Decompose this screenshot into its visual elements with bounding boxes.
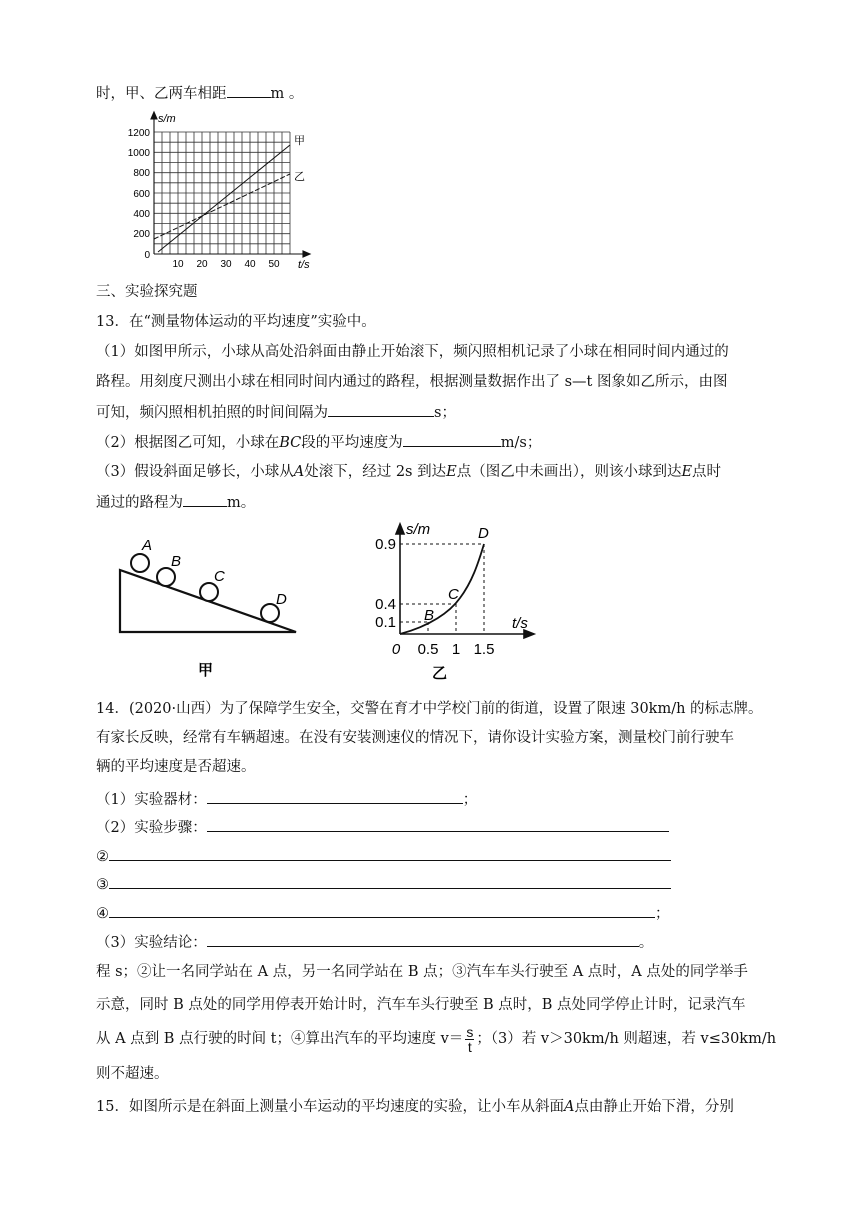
ball-c [200, 583, 218, 601]
ball-b [157, 568, 175, 586]
q14-step4-marker: ④ [96, 906, 109, 922]
y-tick: 800 [133, 168, 150, 179]
q14-answer-line3 [96, 1022, 776, 1056]
ball-label-b: B [171, 553, 182, 570]
q14-conclusion-label: （3）实验结论： [96, 935, 207, 951]
yi-xlabel: t/s [512, 615, 528, 632]
x-tick: 40 [244, 259, 256, 270]
q13-p3-line2 [96, 492, 255, 513]
q13-p3-text-b: 处滚下，经过 2s 到达 [304, 464, 447, 480]
q14-line3: 辆的平均速度是否超速。 [96, 759, 256, 775]
chart-grid [154, 132, 290, 254]
chart-ylabel: s/m [158, 113, 176, 125]
ball-label-a: A [142, 537, 153, 554]
q14-steps-label: （2）实验步骤： [96, 820, 207, 836]
yi-ytick: 0.9 [375, 536, 396, 553]
q14-materials-line [96, 789, 477, 810]
q14-step4-end: ； [655, 906, 670, 922]
y-tick: 1000 [127, 148, 150, 159]
answer-line [109, 903, 655, 918]
q13-p3-line1 [96, 462, 721, 482]
series-label-jia: 甲 [294, 135, 305, 147]
figure-label-yi: 乙 [432, 665, 448, 682]
y-tick: 200 [133, 229, 150, 240]
q14-answer-line4: 则不超速。 [96, 1066, 169, 1082]
q13-p3-point-e: E [446, 464, 457, 480]
q12-tail-line [96, 83, 303, 104]
q13-p3-point-e2: E [681, 464, 693, 480]
fraction-numerator: s [466, 1023, 474, 1040]
q13-p1-line3 [96, 402, 456, 423]
q13-p2-text-a: （2）根据图乙可知，小球在 [96, 435, 280, 451]
q13-p3-unit: m。 [227, 495, 256, 511]
q14-step2-line [96, 846, 671, 867]
ball-a [131, 554, 149, 572]
q15-point-a: A [563, 1099, 575, 1115]
q14-materials-end: ； [462, 792, 478, 808]
chart-axes [151, 112, 310, 257]
answer-line [109, 874, 671, 889]
yi-ylabel: s/m [406, 522, 431, 538]
q12-unit: m 。 [270, 86, 304, 102]
x-tick: 10 [172, 259, 184, 270]
answer-blank [183, 492, 227, 507]
q14-step2-marker: ② [96, 849, 109, 865]
yi-xtick: 0 [391, 641, 401, 658]
chart-xlabel: t/s [298, 259, 310, 271]
q13-p1-line2: 路程。用刻度尺测出小球在相同时间内通过的路程，根据测量数据作出了 s—t 图象如乙所示，由图 [96, 374, 728, 390]
q12-tail-text: 时，甲、乙两车相距 [96, 86, 227, 102]
section-title: 三、实验探究题 [96, 284, 198, 300]
q14-line1: 14．(2020·山西）为了保障学生安全，交警在育才中学校门前的街道，设置了限速 30km/h 的标志牌。 [96, 701, 763, 717]
ball-label-d: D [276, 591, 287, 608]
q14-conclusion-end: 。 [638, 935, 654, 951]
yi-point-b: B [424, 607, 435, 624]
yi-curve [400, 544, 484, 634]
yi-xtick: 0.5 [417, 641, 439, 658]
answer-blank [328, 402, 434, 417]
q13-p1-text: 可知，频闪照相机拍照的时间间隔为 [96, 405, 328, 421]
q14-conclusion-line [96, 932, 653, 953]
q14-answer-text-b: ；（3）若 v＞30km/h 则超速，若 v≤30km/h [476, 1031, 777, 1047]
q14-answer-line1: 程 s；②让一名同学站在 A 点，另一名同学站在 B 点；③汽车车头行驶至 A 点时，A 点处的同学举手 [96, 964, 748, 980]
q13-p3-text-c: 点（图乙中未画出），则该小球到达 [456, 464, 682, 480]
yi-xtick: 1 [451, 641, 461, 658]
y-tick: 600 [133, 189, 150, 200]
q13-p1-unit: s； [434, 405, 456, 421]
q13-p3-point-a: A [293, 464, 305, 480]
answer-line [109, 846, 671, 861]
q14-step3-line [96, 874, 671, 895]
ball-label-c: C [214, 568, 225, 585]
yi-ytick: 0.4 [375, 596, 396, 613]
st-chart [118, 110, 318, 272]
x-tick: 20 [196, 259, 208, 270]
yi-ytick: 0.1 [375, 614, 396, 631]
figure-label-jia: 甲 [198, 662, 214, 679]
q15-text-b: 点由静止开始下滑，分别 [574, 1099, 734, 1115]
q13-p2-text-b: 段的平均速度为 [301, 435, 403, 451]
y-tick: 1200 [127, 128, 150, 139]
series-yi-line [154, 174, 290, 239]
q14-step4-line [96, 903, 670, 924]
q15-text-a: 15．如图所示是在斜面上测量小车运动的平均速度的实验，让小车从斜面 [96, 1099, 564, 1115]
y-tick: 0 [144, 250, 150, 261]
q15-line1 [96, 1097, 734, 1117]
yi-point-d: D [478, 525, 489, 542]
figure-jia-incline [110, 530, 310, 690]
q14-answer-text-a: 从 A 点到 B 点行驶的时间 t；④算出汽车的平均速度 v＝ [96, 1031, 464, 1047]
q13-p1-line1: （1）如图甲所示，小球从高处沿斜面由静止开始滚下，频闪照相机记录了小球在相同时间内通过的 [96, 344, 729, 360]
yi-xtick: 1.5 [473, 641, 495, 658]
x-tick: 30 [220, 259, 232, 270]
q13-p2-line [96, 432, 541, 453]
answer-line [207, 817, 669, 832]
q14-step3-marker: ③ [96, 877, 109, 893]
figure-yi-st-curve [360, 522, 550, 690]
q14-line2: 有家长反映，经常有车辆超速。在没有安装测速仪的情况下，请你设计实验方案，测量校门前行驶车 [96, 730, 734, 746]
q13-p3-text-d: 点时 [692, 464, 722, 480]
yi-guides [400, 544, 484, 634]
q13-title: 13．在“测量物体运动的平均速度”实验中。 [96, 314, 376, 330]
q13-p2-unit: m/s； [500, 435, 542, 451]
series-label-yi: 乙 [294, 171, 305, 183]
q14-steps-line [96, 817, 669, 838]
yi-point-c: C [448, 586, 459, 603]
answer-line [207, 789, 463, 804]
answer-line [207, 932, 639, 947]
q13-p2-bc: BC [279, 435, 302, 451]
answer-blank [403, 432, 501, 447]
answer-blank [227, 83, 271, 98]
fraction-denominator: t [467, 1038, 472, 1055]
velocity-fraction [465, 1025, 474, 1054]
q14-answer-line2: 示意，同时 B 点处的同学用停表开始计时，汽车车头行驶至 B 点时，B 点处同学停止计时，记录汽车 [96, 997, 746, 1013]
q13-p3-text-e: 通过的路程为 [96, 495, 183, 511]
q13-p3-text-a: （3）假设斜面足够长，小球从 [96, 464, 294, 480]
q14-materials-label: （1）实验器材： [96, 792, 207, 808]
x-tick: 50 [268, 259, 280, 270]
y-tick: 400 [133, 209, 150, 220]
